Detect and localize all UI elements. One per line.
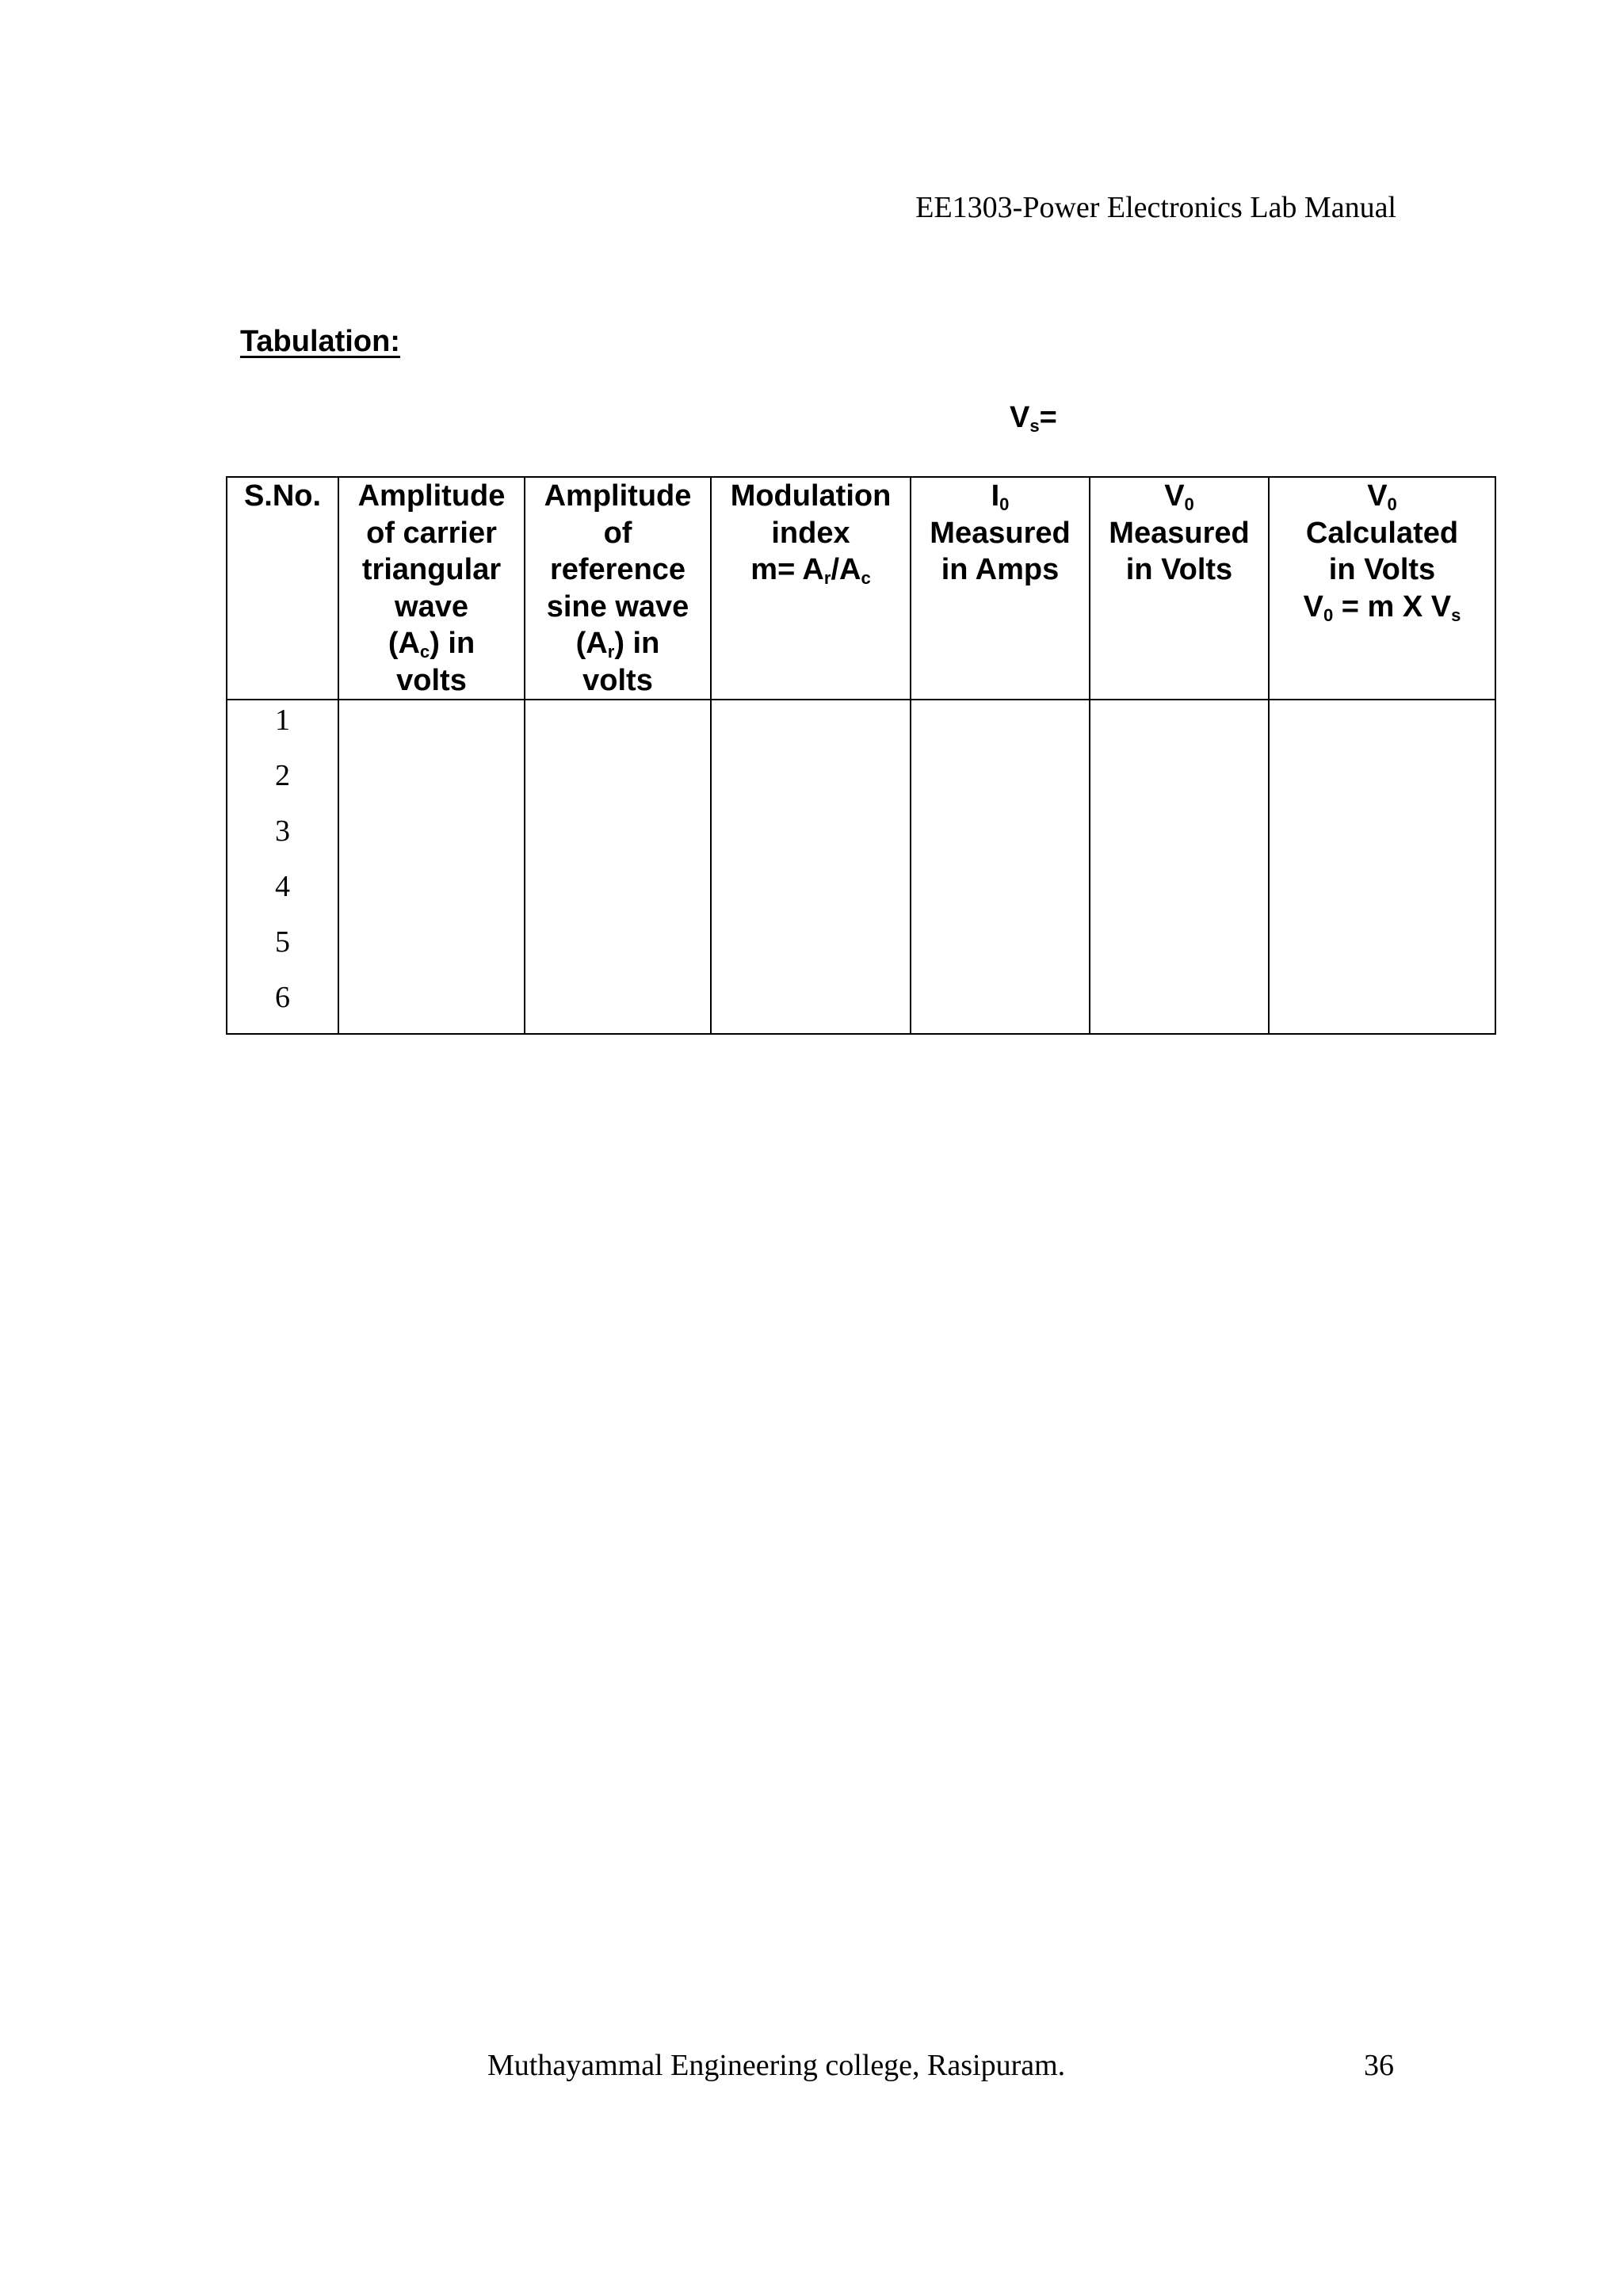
serial-number-list [227, 700, 338, 1033]
serial-number: 1 [275, 704, 290, 737]
serial-number: 3 [275, 814, 290, 848]
serial-number: 6 [275, 981, 290, 1014]
page-number: 36 [1364, 2049, 1394, 2082]
column-header-modulation-index: Modulation index $m= A_r/A_c$ [711, 477, 911, 700]
column-header-voltage-measured: $V_0$ Measured in Volts [1090, 477, 1269, 700]
carrier-amplitude-cell [338, 700, 525, 1034]
serial-number: 4 [275, 870, 290, 903]
table-header-row [227, 477, 1495, 700]
table-body-row [227, 700, 1495, 1034]
section-heading: Tabulation: [240, 325, 400, 358]
serial-number: 2 [275, 759, 290, 792]
footer-college: Muthayammal Engineering college, Rasipuram. [487, 2049, 1066, 2082]
reference-amplitude-cell [525, 700, 711, 1034]
serial-number: 5 [275, 925, 290, 959]
current-measured-cell [911, 700, 1090, 1034]
column-header-reference-amplitude: Amplitude of reference sine wave $(A_r)$ in volts [525, 477, 711, 700]
column-header-current-measured: $I_0$ Measured in Amps [911, 477, 1090, 700]
running-header: EE1303-Power Electronics Lab Manual [915, 191, 1396, 224]
column-header-sno: S.No. [227, 477, 338, 700]
supply-voltage-label: $V_s=$ [1010, 401, 1057, 437]
modulation-index-cell [711, 700, 911, 1034]
tabulation-table [226, 476, 1496, 1035]
voltage-measured-cell [1090, 700, 1269, 1034]
serial-number-cell [227, 700, 338, 1034]
column-header-carrier-amplitude: Amplitude of carrier triangular wave $(A_c)$ in volts [338, 477, 525, 700]
column-header-voltage-calculated: $V_0$ Calculated in Volts $V_0 = m$ X $V_s$ [1269, 477, 1495, 700]
voltage-calculated-cell [1269, 700, 1495, 1034]
